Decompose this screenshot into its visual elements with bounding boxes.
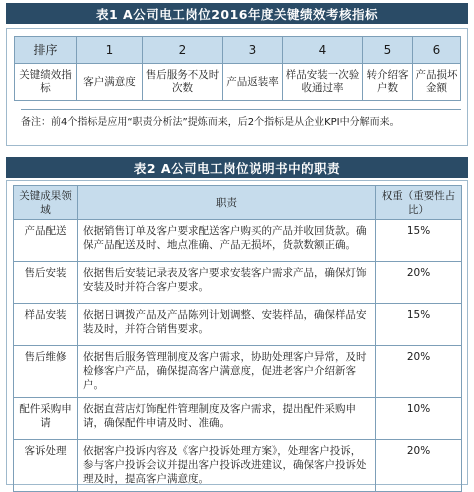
- indicator-header: 关键绩效指标: [15, 64, 77, 101]
- duty-cell: 依据售后安装记录表及客户要求安装客户需求产品，确保灯饰安装及时并符合客户要求。: [78, 262, 376, 304]
- table-row: [14, 220, 462, 262]
- table-row: [14, 398, 462, 440]
- area-cell: 售后安装: [14, 262, 78, 304]
- table2-panel: [6, 180, 468, 485]
- table1-panel: [6, 28, 468, 146]
- table1-title: 表1 A公司电工岗位2016年度关键绩效考核指标: [6, 3, 468, 24]
- duty-header: 职责: [78, 186, 376, 220]
- table2-header-row: [14, 186, 462, 220]
- indicator-cell: 转介绍客户数: [363, 64, 413, 101]
- indicator-cell: 产品损坏金额: [413, 64, 461, 101]
- table-row: [14, 346, 462, 398]
- area-header: 关键成果领域: [14, 186, 78, 220]
- table-row: [14, 440, 462, 492]
- table1: [14, 36, 461, 101]
- area-cell: 产品配送: [14, 220, 78, 262]
- table1-note: [21, 109, 461, 131]
- duty-cell: 依据日调拨产品及产品陈列计划调整、安装样品，确保样品安装及时，并符合销售要求。: [78, 304, 376, 346]
- duty-cell: 依据销售订单及客户要求配送客户购买的产品并收回货款。确保产品配送及时、地点准确、产品无损坏，货款数额正确。: [78, 220, 376, 262]
- weight-header: 权重（重要性占比）: [376, 186, 462, 220]
- table2-title: 表2 A公司电工岗位说明书中的职责: [6, 157, 468, 178]
- weight-cell: 20%: [376, 440, 462, 492]
- table-row: [14, 304, 462, 346]
- table1-note-text: 备注：前4个指标是应用“职责分析法”提炼而来，后2个指标是从企业KPI中分解而来。: [21, 117, 400, 128]
- indicator-cell: 产品返装率: [223, 64, 283, 101]
- table-row: [14, 262, 462, 304]
- table2: [13, 185, 462, 492]
- rank-cell: 3: [223, 37, 283, 64]
- rank-cell: 2: [143, 37, 223, 64]
- area-cell: 配件采购申请: [14, 398, 78, 440]
- weight-cell: 20%: [376, 262, 462, 304]
- rank-header: 排序: [15, 37, 77, 64]
- weight-cell: 10%: [376, 398, 462, 440]
- duty-cell: 依据售后服务管理制度及客户需求，协助处理客户异常，及时检修客户产品，确保提高客户满意度，促进老客户介绍新客户。: [78, 346, 376, 398]
- weight-cell: 20%: [376, 346, 462, 398]
- area-cell: 售后维修: [14, 346, 78, 398]
- area-cell: 客诉处理: [14, 440, 78, 492]
- rank-cell: 6: [413, 37, 461, 64]
- indicator-cell: 样品安装一次验收通过率: [283, 64, 363, 101]
- indicator-cell: 售后服务不及时次数: [143, 64, 223, 101]
- table1-rank-row: [15, 37, 461, 64]
- rank-cell: 5: [363, 37, 413, 64]
- rank-cell: 4: [283, 37, 363, 64]
- rank-cell: 1: [77, 37, 143, 64]
- duty-cell: 依据直营店灯饰配件管理制度及客户需求，提出配件采购申请，确保配件申请及时、准确。: [78, 398, 376, 440]
- area-cell: 样品安装: [14, 304, 78, 346]
- weight-cell: 15%: [376, 220, 462, 262]
- duty-cell: 依据客户投诉内容及《客户投诉处理方案》，处理客户投诉，参与客户投诉会议并提出客户投诉改进建议，确保客户投诉处理及时，提高客户满意度。: [78, 440, 376, 492]
- indicator-cell: 客户满意度: [77, 64, 143, 101]
- weight-cell: 15%: [376, 304, 462, 346]
- table1-indicator-row: [15, 64, 461, 101]
